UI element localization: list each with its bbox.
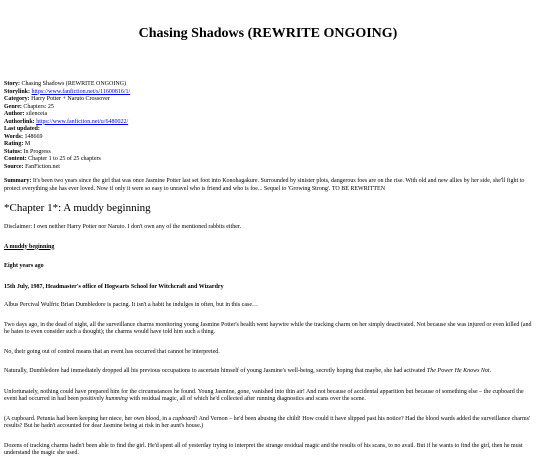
authorlink[interactable]: https://www.fanfiction.net/u/6480022/	[36, 118, 129, 125]
story-paragraph: Dozens of tracking charms hadn't been able to find the girl. He'd spent all of yesterday trying to interpret the strange residual magic and the results of his scans, to no avail. But if he wants to find the girl, then he must understand the magic she used.	[4, 442, 523, 456]
text-run: Naturally, Dumbledore had immediately dropped all his previous occupations to ascertain himself of young Jasmine's well-being, secretly hoping that maybe, she had activated	[4, 368, 427, 374]
meta-row-author	[4, 111, 532, 119]
meta-key: Status:	[4, 148, 23, 155]
summary-label: Summary:	[4, 178, 32, 184]
story-paragraph: Albus Percival Wulfric Brian Dumbledore is pacing. It isn't a habit he indulges in often, but in this case…	[4, 302, 259, 308]
text-run: Unfortunately, nothing could have prepared him for the circumstances he found. Young Jasmine, gone, vanished into thin air! And not because of accidental apparition but because of something else – the cupboard the event had occurred in had been positively	[4, 388, 524, 402]
story-paragraph	[4, 389, 532, 404]
chapter-title: *Chapter 1*: A muddy beginning	[4, 202, 151, 214]
story-paragraph: Two days ago, in the dead of night, all the surveillance charms monitoring young Jasmine Potter's health went haywire while the tracking charm on her simply deactivated. Not because she was injured or even killed (and he hates to even consider such a thought); the charms would have told him such a thing.	[4, 321, 532, 335]
summary-text: It's been two years since the girl that was once Jasmine Potter last set foot into Konohagakure. Surrounded by sinister plots, dangerous foes are on the rise. With old and new allies by her side, she'll fight to protect everything she has ever loved. Now if only it were so easy to unravel who is friend and who is foe... Sequel to 'Growing Strong'. TO BE REWRITTEN	[4, 178, 525, 192]
meta-key: Source:	[4, 163, 24, 170]
date-heading: 15th July, 1987, Headmaster's office of Hogwarts School for Witchcraft and Wizardry	[4, 283, 224, 290]
italic-run: cupboard	[172, 415, 196, 422]
text-run: .	[489, 368, 492, 374]
meta-key: Storylink:	[4, 88, 31, 95]
time-heading: Eight years ago	[4, 263, 44, 269]
meta-value: Chasing Shadows (REWRITE ONGOING)	[21, 81, 126, 87]
text-run: (A cupboard. Petunia had been keeping her niece, her own blood, in a	[4, 415, 173, 422]
meta-row-storylink	[4, 89, 532, 97]
storylink[interactable]: https://www.fanfiction.net/s/11600816/1/	[31, 88, 131, 95]
meta-value: M	[24, 141, 31, 147]
meta-row-content	[4, 156, 532, 164]
story-title: Chasing Shadows (REWRITE ONGOING)	[138, 26, 398, 41]
section-heading: A muddy beginning	[4, 243, 55, 250]
meta-key: Rating:	[4, 141, 24, 147]
meta-value: silenceia	[26, 111, 48, 117]
meta-value: Chapters: 25	[23, 103, 54, 110]
text-run: with residual magic, all of which he'd collected after running diagnostics and scans over the scene.	[127, 396, 366, 402]
meta-value: 148669	[24, 133, 43, 140]
italic-run: The Power He Knows Not	[426, 368, 490, 374]
meta-row-words	[4, 134, 532, 142]
meta-row-genre	[4, 104, 532, 112]
text-run: ! And Vernon – he'd been abusing the child! How could it have slipped past his notice? Had the blood wards added the surveillance charms' results? But he hadn't accounted for dear Jasmine being at risk in her aunt's house.)	[4, 415, 531, 429]
story-summary	[4, 178, 532, 193]
meta-row-status	[4, 149, 532, 157]
story-paragraph: No, their going out of control means that an event has occurred that cannot be interpreted.	[4, 348, 220, 355]
story-metadata	[4, 81, 532, 171]
italic-run: humming	[105, 396, 128, 402]
meta-row-authorlink	[4, 119, 532, 127]
meta-row-category	[4, 96, 532, 104]
story-paragraph	[4, 416, 532, 431]
meta-key: Authorlink:	[4, 118, 35, 125]
meta-key: Story:	[4, 81, 20, 87]
meta-row-story	[4, 81, 532, 89]
meta-value: In Progress	[23, 148, 51, 155]
meta-key: Category:	[4, 96, 30, 102]
meta-row-source	[4, 164, 532, 172]
story-paragraph	[4, 368, 532, 376]
meta-value: Harry Potter + Naruto Crossover	[31, 96, 110, 102]
meta-key: Genre:	[4, 103, 22, 110]
meta-row-rating	[4, 141, 532, 149]
meta-key: Last updated:	[4, 126, 40, 132]
disclaimer-paragraph: Disclaimer: I own neither Harry Potter nor Naruto. I don't own any of the mentioned rabbits either.	[4, 224, 242, 230]
meta-value: FanFiction.net	[25, 163, 60, 170]
meta-key: Author:	[4, 111, 25, 117]
meta-row-last-updated	[4, 126, 532, 134]
meta-value: Chapter 1 to 25 of 25 chapters	[28, 156, 101, 162]
meta-key: Content:	[4, 156, 27, 162]
meta-key: Words:	[4, 133, 24, 140]
